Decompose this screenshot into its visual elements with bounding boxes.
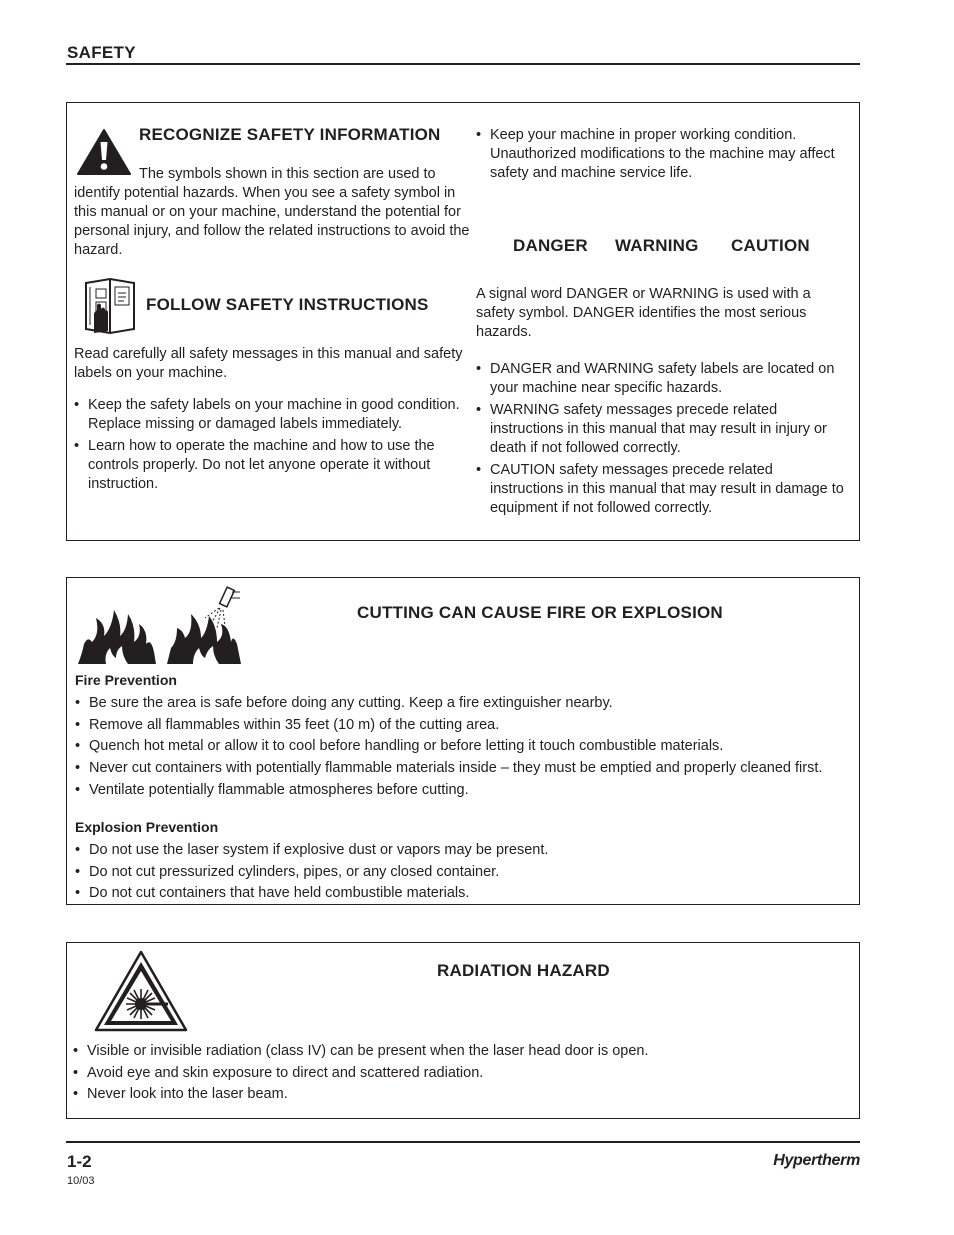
list-item: • WARNING safety messages precede related instructions in this manual that may result in injury or death if not followed correctly.	[476, 401, 848, 458]
list-item: • Ventilate potentially flammable atmospheres before cutting.	[75, 780, 845, 802]
signal-bullets	[476, 360, 848, 520]
list-item: • CAUTION safety messages precede related instructions in this manual that may result in damage to equipment if not followed correctly.	[476, 461, 848, 518]
laser-hazard-icon	[93, 949, 189, 1033]
radiation-heading: RADIATION HAZARD	[437, 961, 610, 980]
recognize-body: The symbols shown in this section are used to identify potential hazards. When you see a safety symbol in this manual or on your machine, understand the potential for personal injury, and follow the related instructions to avoid the hazard.	[74, 166, 470, 258]
signal-word-warning: WARNING	[615, 236, 699, 255]
explosion-prevention-title: Explosion Prevention	[75, 819, 219, 835]
fire-heading: CUTTING CAN CAUSE FIRE OR EXPLOSION	[357, 603, 723, 622]
follow-heading: FOLLOW SAFETY INSTRUCTIONS	[146, 295, 429, 314]
list-item: • Never cut containers with potentially flammable materials inside – they must be emptied and properly cleaned first.	[75, 758, 845, 780]
list-item: • Do not use the laser system if explosive dust or vapors may be present.	[75, 840, 845, 862]
list-item: • DANGER and WARNING safety labels are located on your machine near specific hazards.	[476, 360, 848, 398]
list-item: • Do not cut pressurized cylinders, pipes, or any closed container.	[75, 862, 845, 884]
list-item: • Quench hot metal or allow it to cool before handling or before letting it touch combustible materials.	[75, 736, 845, 758]
signal-intro: A signal word DANGER or WARNING is used with a safety symbol. DANGER identifies the most serious hazards.	[476, 286, 811, 340]
list-item: • Do not cut containers that have held combustible materials.	[75, 883, 845, 905]
header-rule	[66, 63, 860, 65]
signal-word-caution: CAUTION	[731, 236, 810, 255]
revision-date: 10/03	[67, 1175, 95, 1187]
cutting-sparks-icon	[165, 584, 245, 666]
fire-explosion-box	[66, 577, 860, 905]
list-item: • Keep your machine in proper working condition. Unauthorized modifications to the machine may affect safety and machine service life.	[476, 126, 848, 183]
brand-logo: Hypertherm	[773, 1152, 860, 1169]
list-item: • Visible or invisible radiation (class IV) can be present when the laser head door is open.	[73, 1041, 843, 1063]
maintenance-bullet	[476, 126, 848, 183]
list-item: • Learn how to operate the machine and how to use the controls properly. Do not let anyone operate it without instruction.	[74, 437, 468, 494]
follow-bullets	[74, 396, 468, 497]
signal-word-danger: DANGER	[513, 236, 588, 255]
list-item: • Be sure the area is safe before doing any cutting. Keep a fire extinguisher nearby.	[75, 693, 845, 715]
fire-icon	[76, 606, 158, 666]
recognize-heading: RECOGNIZE SAFETY INFORMATION	[139, 125, 441, 144]
fire-prevention-title: Fire Prevention	[75, 672, 177, 688]
page-number: 1-2	[67, 1152, 92, 1171]
general-safety-box	[66, 102, 860, 541]
list-item: • Never look into the laser beam.	[73, 1084, 843, 1106]
read-manual-icon	[82, 275, 138, 335]
fire-prevention-list	[75, 693, 845, 802]
footer-rule	[66, 1141, 860, 1143]
follow-intro: Read carefully all safety messages in this manual and safety labels on your machine.	[74, 346, 463, 381]
list-item: • Keep the safety labels on your machine in good condition. Replace missing or damaged labels immediately.	[74, 396, 468, 434]
explosion-prevention-list	[75, 840, 845, 905]
radiation-box	[66, 942, 860, 1119]
list-item: • Avoid eye and skin exposure to direct and scattered radiation.	[73, 1063, 843, 1085]
section-title: SAFETY	[67, 43, 136, 62]
radiation-list	[73, 1041, 843, 1106]
list-item: • Remove all flammables within 35 feet (10 m) of the cutting area.	[75, 715, 845, 737]
